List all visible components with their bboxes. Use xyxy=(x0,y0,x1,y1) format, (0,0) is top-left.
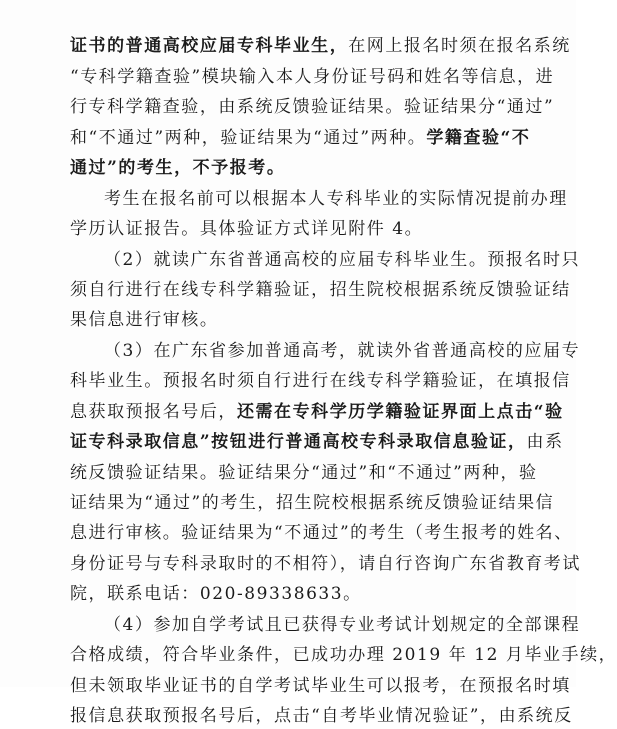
text-segment: 证专科录取信息”按钮进行普通高校专科录取信息验证， xyxy=(70,432,527,452)
text-line xyxy=(70,581,522,607)
text-segment: 科毕业生。预报名时须自行进行在线专科学籍验证，在填报信 xyxy=(70,371,571,391)
text-segment: 须自行进行在线专科学籍验证，招生院校根据系统反馈验证结 xyxy=(70,280,571,300)
text-line xyxy=(70,490,555,516)
text-line xyxy=(70,307,522,333)
text-line xyxy=(70,551,581,577)
text-segment: （2）就读广东省普通高校的应届专科毕业生。预报名时只 xyxy=(104,250,581,270)
text-segment: 和“不通过”两种，验证结果为“通过”两种。 xyxy=(70,128,427,148)
text-segment: 通过”的考生，不予报考。 xyxy=(70,158,286,178)
text-line xyxy=(70,429,564,455)
text-line xyxy=(104,186,568,212)
text-line xyxy=(70,368,571,394)
text-line xyxy=(70,399,564,425)
text-segment: （4）参加自学考试且已获得专业考试计划规定的全部课程 xyxy=(104,615,581,635)
text-line xyxy=(104,247,581,273)
text-line xyxy=(70,216,522,242)
text-segment: 由系 xyxy=(526,432,564,452)
text-segment: （3）在广东省参加普通高考，就读外省普通高校的应届专 xyxy=(104,341,581,361)
text-line xyxy=(70,520,573,546)
text-segment: 证书的普通高校应届专科毕业生， xyxy=(70,36,349,56)
text-segment: 证结果为“通过”的考生，招生院校根据系统反馈验证结果信 xyxy=(70,493,555,513)
text-line xyxy=(70,277,571,303)
text-line xyxy=(70,155,522,181)
text-segment: 学历认证报告。具体验证方式详见附件 4。 xyxy=(70,219,424,239)
text-segment: 考生在报名前可以根据本人专科毕业的实际情况提前办理 xyxy=(104,189,568,209)
text-segment: 果信息进行审核。 xyxy=(70,310,219,330)
text-segment: 但未领取毕业证书的自学考试毕业生可以报考，在预报名时填 xyxy=(70,676,571,696)
text-segment: 在网上报名时须在报名系统 xyxy=(348,36,571,56)
text-line xyxy=(104,612,581,638)
text-line xyxy=(70,94,555,120)
text-line xyxy=(70,642,617,668)
text-segment: 还需在专科学历学籍验证界面上点击“验 xyxy=(236,402,564,422)
text-segment: 行专科学籍查验，由系统反馈验证结果。验证结果分“通过” xyxy=(70,97,555,117)
text-segment: 统反馈验证结果。验证结果分“通过”和“不通过”两种，验 xyxy=(70,463,538,483)
text-segment: 报信息获取预报名号后，点击“自考毕业情况验证”，由系统反 xyxy=(70,706,573,726)
text-segment: “专科学籍查验”模块输入本人身份证号码和姓名等信息，进 xyxy=(70,67,555,87)
text-line xyxy=(104,338,581,364)
text-segment: 息进行审核。验证结果为“不通过”的考生（考生报考的姓名、 xyxy=(70,523,573,543)
text-segment: 合格成绩，符合毕业条件，已成功办理 2019 年 12 月毕业手续， xyxy=(70,645,617,665)
text-line xyxy=(70,125,531,151)
text-line xyxy=(70,703,573,729)
text-line xyxy=(70,460,538,486)
text-segment: 院，联系电话：020-89338633。 xyxy=(70,584,362,604)
text-line xyxy=(70,673,571,699)
text-line xyxy=(70,33,571,59)
text-segment: 学籍查验“不 xyxy=(426,128,531,148)
text-segment: 息获取预报名号后， xyxy=(70,402,237,422)
text-segment: 身份证号与专科录取时的不相符），请自行咨询广东省教育考试 xyxy=(70,554,581,574)
text-line xyxy=(70,64,555,90)
